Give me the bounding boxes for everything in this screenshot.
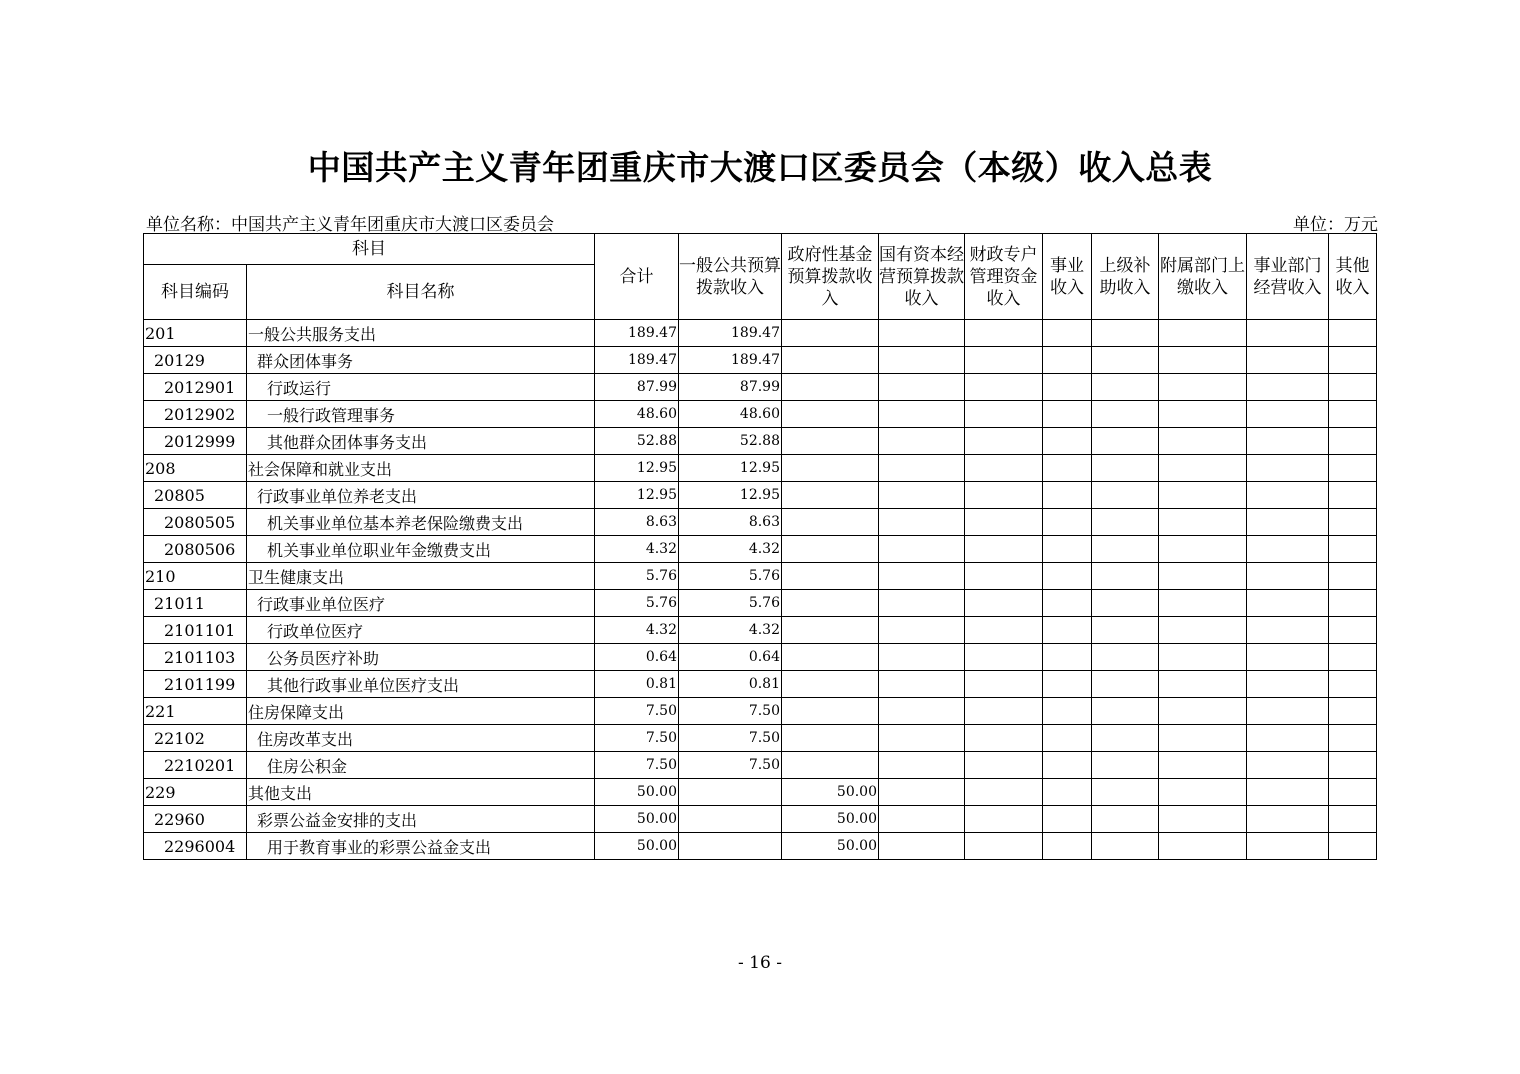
row-total: 5.76 (595, 563, 679, 590)
row-empty-cell (1247, 455, 1329, 482)
row-empty-cell (1329, 779, 1377, 806)
row-empty-cell (1159, 347, 1247, 374)
table-row (144, 671, 1377, 698)
row-empty-cell (879, 320, 965, 347)
row-empty-cell (1043, 698, 1092, 725)
row-total: 50.00 (595, 833, 679, 860)
row-empty-cell (1247, 698, 1329, 725)
row-total: 5.76 (595, 590, 679, 617)
row-empty-cell (1247, 779, 1329, 806)
row-code: 2101101 (144, 617, 247, 644)
table-row (144, 482, 1377, 509)
row-total: 7.50 (595, 698, 679, 725)
row-code: 2012902 (144, 401, 247, 428)
row-code: 20805 (144, 482, 247, 509)
row-empty-cell (1092, 779, 1159, 806)
row-empty-cell (879, 779, 965, 806)
row-empty-cell (965, 563, 1043, 590)
row-name: 住房改革支出 (247, 725, 595, 752)
row-empty-cell (965, 509, 1043, 536)
row-empty-cell (1329, 833, 1377, 860)
row-empty-cell (1043, 320, 1092, 347)
row-name: 彩票公益金安排的支出 (247, 806, 595, 833)
row-code: 221 (144, 698, 247, 725)
row-empty-cell (1247, 671, 1329, 698)
header-subsidy: 上级补助收入 (1092, 234, 1159, 320)
row-total: 0.64 (595, 644, 679, 671)
row-empty-cell (1247, 725, 1329, 752)
header-code: 科目编码 (144, 265, 247, 320)
row-total: 4.32 (595, 617, 679, 644)
row-code: 21011 (144, 590, 247, 617)
table-row (144, 347, 1377, 374)
unit-name: 单位名称：中国共产主义青年团重庆市大渡口区委员会 (146, 215, 554, 235)
row-empty-cell (1043, 401, 1092, 428)
row-empty-cell (1043, 725, 1092, 752)
row-empty-cell (1329, 347, 1377, 374)
row-govfund: 50.00 (782, 779, 879, 806)
row-empty-cell (1329, 482, 1377, 509)
header-total: 合计 (595, 234, 679, 320)
row-empty-cell (1043, 590, 1092, 617)
row-empty-cell (1043, 617, 1092, 644)
row-empty-cell (1092, 644, 1159, 671)
row-empty-cell (1159, 455, 1247, 482)
row-empty-cell (879, 644, 965, 671)
row-empty-cell (1247, 833, 1329, 860)
row-empty-cell (1247, 482, 1329, 509)
header-special: 财政专户管理资金收入 (965, 234, 1043, 320)
row-empty-cell (1329, 428, 1377, 455)
row-empty-cell (1247, 644, 1329, 671)
row-empty-cell (879, 536, 965, 563)
table-row (144, 428, 1377, 455)
table-row (144, 401, 1377, 428)
row-govfund (782, 698, 879, 725)
row-empty-cell (1329, 644, 1377, 671)
row-govfund (782, 401, 879, 428)
row-empty-cell (1092, 563, 1159, 590)
row-general: 87.99 (679, 374, 782, 401)
row-general: 5.76 (679, 563, 782, 590)
row-empty-cell (879, 455, 965, 482)
row-total: 8.63 (595, 509, 679, 536)
row-empty-cell (1247, 401, 1329, 428)
row-empty-cell (1247, 428, 1329, 455)
row-empty-cell (1043, 509, 1092, 536)
row-empty-cell (1159, 374, 1247, 401)
table-row (144, 698, 1377, 725)
row-general: 8.63 (679, 509, 782, 536)
table-body (144, 320, 1377, 860)
row-govfund (782, 374, 879, 401)
row-empty-cell (965, 401, 1043, 428)
row-code: 2296004 (144, 833, 247, 860)
row-name: 卫生健康支出 (247, 563, 595, 590)
row-empty-cell (1329, 806, 1377, 833)
row-empty-cell (1329, 698, 1377, 725)
page-title: 中国共产主义青年团重庆市大渡口区委员会（本级）收入总表 (307, 148, 1213, 187)
unit-label: 单位：万元 (1293, 215, 1378, 235)
row-govfund (782, 617, 879, 644)
row-empty-cell (1159, 752, 1247, 779)
row-total: 12.95 (595, 482, 679, 509)
row-name: 社会保障和就业支出 (247, 455, 595, 482)
row-name: 公务员医疗补助 (247, 644, 595, 671)
row-total: 52.88 (595, 428, 679, 455)
row-total: 7.50 (595, 752, 679, 779)
row-empty-cell (1092, 509, 1159, 536)
table-row (144, 725, 1377, 752)
row-empty-cell (1159, 590, 1247, 617)
table-row (144, 374, 1377, 401)
row-code: 201 (144, 320, 247, 347)
row-empty-cell (1159, 833, 1247, 860)
row-empty-cell (1092, 401, 1159, 428)
row-general (679, 806, 782, 833)
row-name: 行政运行 (247, 374, 595, 401)
row-total: 12.95 (595, 455, 679, 482)
row-code: 22102 (144, 725, 247, 752)
row-empty-cell (1159, 320, 1247, 347)
row-total: 87.99 (595, 374, 679, 401)
row-general (679, 833, 782, 860)
row-name: 机关事业单位职业年金缴费支出 (247, 536, 595, 563)
row-empty-cell (1159, 401, 1247, 428)
page-number: - 16 - (738, 953, 782, 973)
table-row (144, 536, 1377, 563)
row-empty-cell (879, 401, 965, 428)
table-row (144, 509, 1377, 536)
row-empty-cell (1247, 752, 1329, 779)
row-empty-cell (965, 617, 1043, 644)
row-empty-cell (1043, 455, 1092, 482)
row-code: 22960 (144, 806, 247, 833)
row-empty-cell (1092, 725, 1159, 752)
row-code: 2012901 (144, 374, 247, 401)
row-empty-cell (1247, 320, 1329, 347)
row-empty-cell (879, 590, 965, 617)
row-general: 7.50 (679, 725, 782, 752)
row-empty-cell (1247, 590, 1329, 617)
row-empty-cell (1329, 752, 1377, 779)
row-empty-cell (1043, 806, 1092, 833)
table-row (144, 806, 1377, 833)
row-general: 52.88 (679, 428, 782, 455)
header-general: 一般公共预算拨款收入 (679, 234, 782, 320)
header-other: 其他收入 (1329, 234, 1377, 320)
row-empty-cell (1159, 509, 1247, 536)
row-empty-cell (1159, 563, 1247, 590)
row-empty-cell (1329, 671, 1377, 698)
row-empty-cell (1159, 428, 1247, 455)
row-empty-cell (1159, 671, 1247, 698)
row-name: 一般行政管理事务 (247, 401, 595, 428)
header-name: 科目名称 (247, 265, 595, 320)
row-empty-cell (965, 752, 1043, 779)
row-empty-cell (1092, 752, 1159, 779)
row-empty-cell (965, 428, 1043, 455)
row-empty-cell (879, 617, 965, 644)
row-name: 其他行政事业单位医疗支出 (247, 671, 595, 698)
header-business: 事业收入 (1043, 234, 1092, 320)
row-total: 7.50 (595, 725, 679, 752)
row-empty-cell (1159, 725, 1247, 752)
row-empty-cell (879, 509, 965, 536)
row-empty-cell (1159, 698, 1247, 725)
row-empty-cell (965, 536, 1043, 563)
row-name: 机关事业单位基本养老保险缴费支出 (247, 509, 595, 536)
row-code: 229 (144, 779, 247, 806)
table-row (144, 779, 1377, 806)
row-empty-cell (1159, 482, 1247, 509)
row-empty-cell (1159, 644, 1247, 671)
row-empty-cell (965, 806, 1043, 833)
row-empty-cell (1329, 590, 1377, 617)
row-govfund: 50.00 (782, 806, 879, 833)
row-empty-cell (1092, 482, 1159, 509)
row-empty-cell (1329, 509, 1377, 536)
row-empty-cell (879, 347, 965, 374)
row-empty-cell (965, 347, 1043, 374)
row-govfund (782, 725, 879, 752)
header-govfund: 政府性基金预算拨款收入 (782, 234, 879, 320)
row-empty-cell (1329, 320, 1377, 347)
row-empty-cell (1092, 347, 1159, 374)
row-total: 50.00 (595, 779, 679, 806)
row-general: 7.50 (679, 752, 782, 779)
row-empty-cell (1092, 455, 1159, 482)
row-empty-cell (1043, 752, 1092, 779)
row-empty-cell (1247, 617, 1329, 644)
row-general: 12.95 (679, 482, 782, 509)
table-row (144, 644, 1377, 671)
table-meta (146, 210, 1378, 235)
row-govfund: 50.00 (782, 833, 879, 860)
row-code: 2080506 (144, 536, 247, 563)
row-empty-cell (1247, 563, 1329, 590)
row-empty-cell (1043, 671, 1092, 698)
table-row (144, 563, 1377, 590)
row-general: 7.50 (679, 698, 782, 725)
row-empty-cell (965, 590, 1043, 617)
row-empty-cell (1043, 833, 1092, 860)
row-empty-cell (965, 482, 1043, 509)
header-stateasset: 国有资本经营预算拨款收入 (879, 234, 965, 320)
row-empty-cell (879, 428, 965, 455)
row-total: 0.81 (595, 671, 679, 698)
row-code: 208 (144, 455, 247, 482)
row-name: 一般公共服务支出 (247, 320, 595, 347)
row-total: 50.00 (595, 806, 679, 833)
row-empty-cell (1092, 833, 1159, 860)
row-code: 2101103 (144, 644, 247, 671)
row-govfund (782, 428, 879, 455)
row-empty-cell (1159, 536, 1247, 563)
row-empty-cell (1329, 536, 1377, 563)
row-empty-cell (965, 644, 1043, 671)
row-empty-cell (1092, 590, 1159, 617)
row-empty-cell (1043, 428, 1092, 455)
row-code: 2012999 (144, 428, 247, 455)
table-row (144, 590, 1377, 617)
row-empty-cell (879, 725, 965, 752)
table-row (144, 320, 1377, 347)
row-code: 2101199 (144, 671, 247, 698)
income-table (143, 233, 1377, 860)
row-name: 其他支出 (247, 779, 595, 806)
row-name: 用于教育事业的彩票公益金支出 (247, 833, 595, 860)
row-empty-cell (879, 563, 965, 590)
row-general: 5.76 (679, 590, 782, 617)
row-govfund (782, 455, 879, 482)
row-empty-cell (1329, 563, 1377, 590)
row-code: 20129 (144, 347, 247, 374)
row-empty-cell (879, 482, 965, 509)
row-empty-cell (1043, 644, 1092, 671)
row-empty-cell (879, 833, 965, 860)
table-row (144, 833, 1377, 860)
row-empty-cell (965, 320, 1043, 347)
row-empty-cell (1092, 671, 1159, 698)
row-general: 4.32 (679, 617, 782, 644)
header-subject: 科目 (144, 234, 595, 265)
row-empty-cell (879, 698, 965, 725)
row-empty-cell (1092, 374, 1159, 401)
row-empty-cell (1043, 563, 1092, 590)
row-general: 189.47 (679, 347, 782, 374)
row-govfund (782, 347, 879, 374)
row-empty-cell (965, 374, 1043, 401)
row-name: 行政单位医疗 (247, 617, 595, 644)
row-empty-cell (1092, 617, 1159, 644)
row-total: 48.60 (595, 401, 679, 428)
row-name: 行政事业单位养老支出 (247, 482, 595, 509)
row-empty-cell (1329, 725, 1377, 752)
row-empty-cell (1247, 806, 1329, 833)
row-govfund (782, 644, 879, 671)
row-empty-cell (879, 752, 965, 779)
row-code: 2080505 (144, 509, 247, 536)
row-empty-cell (1092, 428, 1159, 455)
row-empty-cell (1092, 320, 1159, 347)
row-general: 189.47 (679, 320, 782, 347)
row-empty-cell (1329, 455, 1377, 482)
row-empty-cell (879, 806, 965, 833)
row-empty-cell (965, 698, 1043, 725)
row-total: 189.47 (595, 347, 679, 374)
row-total: 4.32 (595, 536, 679, 563)
header-affiliated: 附属部门上缴收入 (1159, 234, 1247, 320)
row-name: 住房保障支出 (247, 698, 595, 725)
row-name: 群众团体事务 (247, 347, 595, 374)
row-govfund (782, 671, 879, 698)
row-empty-cell (1043, 482, 1092, 509)
row-general: 12.95 (679, 455, 782, 482)
row-empty-cell (1329, 374, 1377, 401)
row-empty-cell (1092, 806, 1159, 833)
row-empty-cell (1159, 617, 1247, 644)
row-empty-cell (1247, 374, 1329, 401)
row-empty-cell (879, 671, 965, 698)
row-empty-cell (965, 833, 1043, 860)
row-govfund (782, 320, 879, 347)
row-empty-cell (965, 779, 1043, 806)
row-govfund (782, 563, 879, 590)
row-govfund (782, 482, 879, 509)
row-empty-cell (1043, 347, 1092, 374)
row-name: 住房公积金 (247, 752, 595, 779)
row-empty-cell (1092, 536, 1159, 563)
row-general: 48.60 (679, 401, 782, 428)
row-name: 行政事业单位医疗 (247, 590, 595, 617)
row-total: 189.47 (595, 320, 679, 347)
table-row (144, 752, 1377, 779)
row-govfund (782, 509, 879, 536)
row-empty-cell (1043, 536, 1092, 563)
row-general: 4.32 (679, 536, 782, 563)
row-empty-cell (1247, 509, 1329, 536)
row-empty-cell (1247, 536, 1329, 563)
row-code: 210 (144, 563, 247, 590)
row-empty-cell (1247, 347, 1329, 374)
row-govfund (782, 590, 879, 617)
row-govfund (782, 752, 879, 779)
row-code: 2210201 (144, 752, 247, 779)
row-empty-cell (1329, 617, 1377, 644)
row-empty-cell (1043, 779, 1092, 806)
table-row (144, 617, 1377, 644)
row-general: 0.64 (679, 644, 782, 671)
row-govfund (782, 536, 879, 563)
row-empty-cell (879, 374, 965, 401)
row-empty-cell (1043, 374, 1092, 401)
header-operating: 事业部门经营收入 (1247, 234, 1329, 320)
row-empty-cell (1092, 698, 1159, 725)
row-general: 0.81 (679, 671, 782, 698)
table-row (144, 455, 1377, 482)
row-empty-cell (965, 725, 1043, 752)
row-empty-cell (1159, 806, 1247, 833)
row-name: 其他群众团体事务支出 (247, 428, 595, 455)
row-empty-cell (965, 455, 1043, 482)
row-empty-cell (1159, 779, 1247, 806)
row-empty-cell (965, 671, 1043, 698)
row-general (679, 779, 782, 806)
row-empty-cell (1329, 401, 1377, 428)
